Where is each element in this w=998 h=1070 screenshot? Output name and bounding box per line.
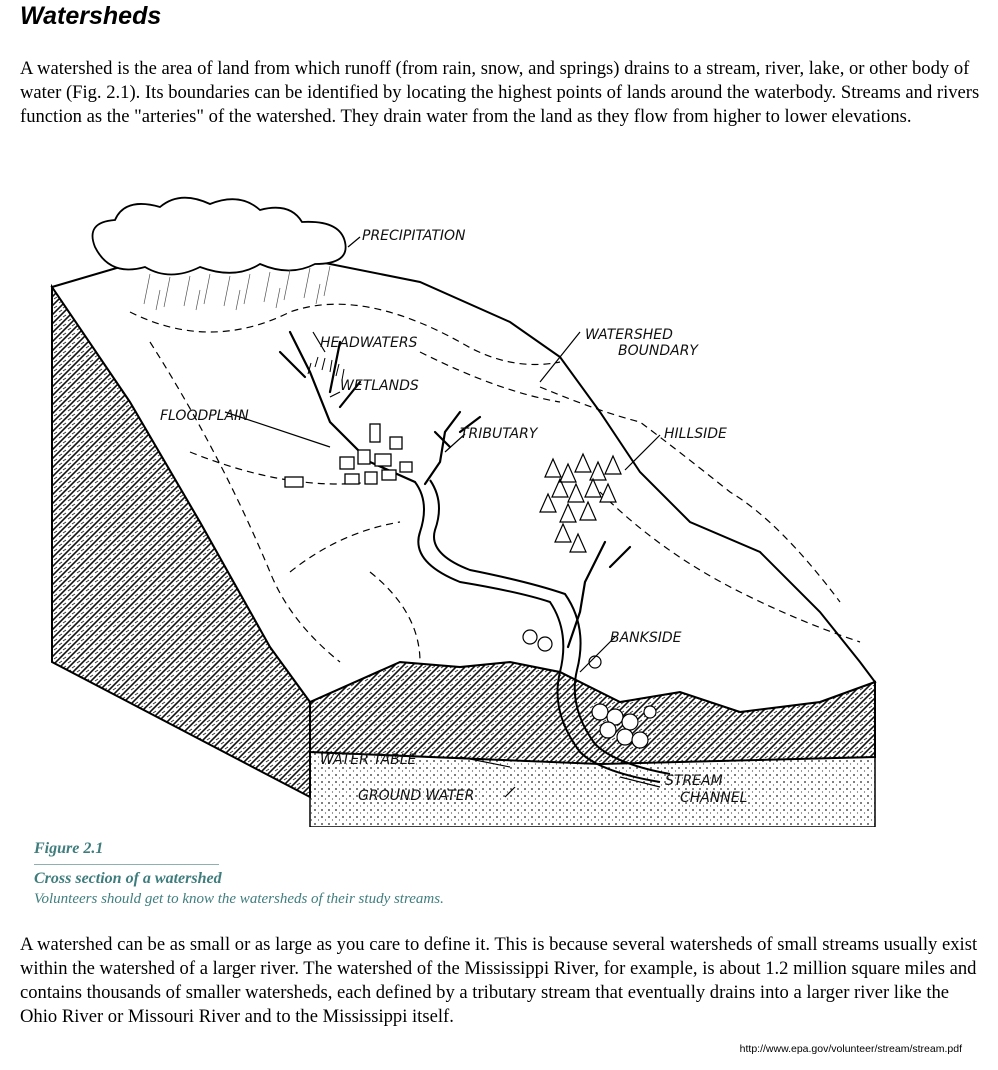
intro-paragraph: A watershed is the area of land from which runoff (from rain, snow, and springs) drains to a stream, river, lake, or other body of water (Fig. 2.1). Its boundaries can be identified by locating the highest points of lands around the waterbody. Streams and rivers function as the "arteries" of the watershed. They drain water from the land as they flow from higher to lower elevations. [20, 58, 980, 127]
watershed-illustration [40, 192, 885, 827]
label-hillside: HILLSIDE [664, 426, 727, 442]
figure-number: Figure 2.1 [34, 840, 104, 857]
label-stream-channel-line2: CHANNEL [680, 790, 748, 806]
label-ground-water: GROUND WATER [358, 788, 475, 804]
label-tributary: TRIBUTARY [460, 426, 538, 442]
label-bankside: BANKSIDE [610, 630, 682, 646]
label-water-table: WATER TABLE [320, 752, 417, 768]
label-headwaters: HEADWATERS [320, 335, 418, 351]
figure-subtitle: Volunteers should get to know the watersheds of their study streams. [34, 891, 444, 907]
body-paragraph: A watershed can be as small or as large as you care to define it. This is because several watersheds of small streams usually exist within the watershed of a larger river. The watershed of the Mississippi River, for example, is about 1.2 million square miles and contains thousands of smaller watersheds, each defined by a tributary stream that eventually drains into a larger river like the Ohio River or Missouri River and to the Mississippi itself. [20, 934, 978, 1027]
label-watershed-boundary-line2: BOUNDARY [618, 343, 698, 359]
source-url: http://www.epa.gov/volunteer/stream/stream.pdf [739, 1043, 962, 1055]
label-watershed-boundary-line1: WATERSHED [585, 327, 673, 343]
label-precipitation: PRECIPITATION [362, 228, 466, 244]
label-wetlands: WETLANDS [340, 378, 419, 394]
label-stream-channel-line1: STREAM [665, 773, 723, 789]
cloud [93, 198, 346, 275]
caption-divider [34, 864, 219, 865]
figure-title: Cross section of a watershed [34, 870, 222, 887]
page-title: Watersheds [20, 2, 162, 30]
label-floodplain: FLOODPLAIN [160, 408, 249, 424]
